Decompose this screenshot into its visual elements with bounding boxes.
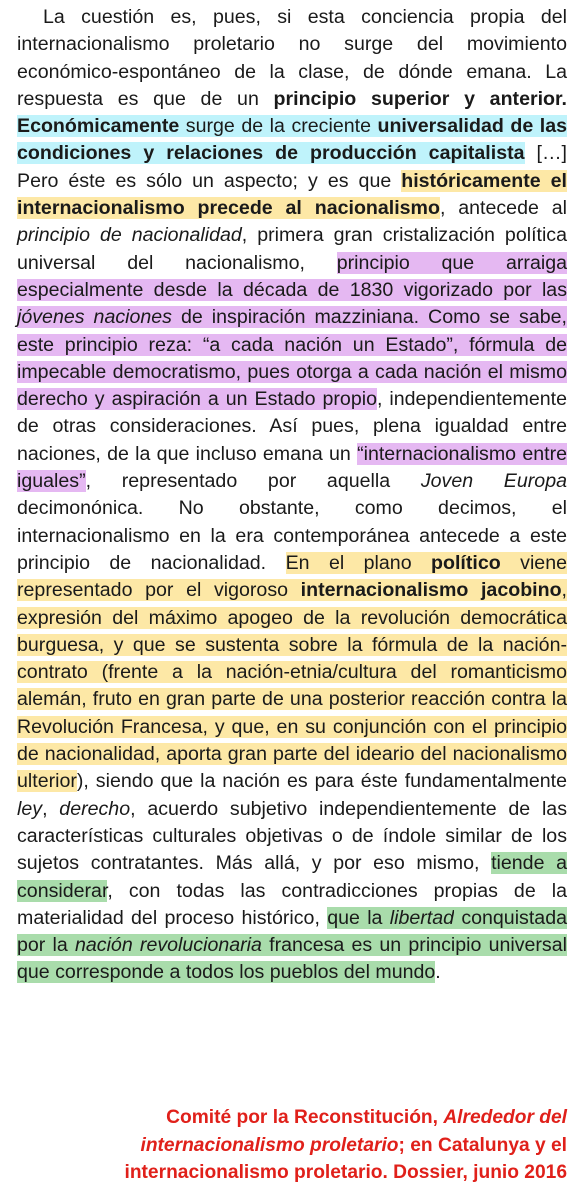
paragraph-text: ley	[17, 797, 43, 820]
paragraph-text: , con todas las contradicciones propias de la materialidad del proceso histórico,	[17, 879, 567, 929]
paragraph-text: , antecede al	[439, 197, 567, 220]
paragraph-text: ,	[42, 797, 60, 820]
paragraph-text: , representado por aquella	[85, 470, 421, 493]
paragraph-text: […] Pero éste es sólo un aspecto; y es que	[17, 142, 567, 192]
highlighted-text-yellow: , expresión del máximo apogeo de la revolución democrática burguesa, y que se sustenta sobre la fórmula de la nación-contrato (frente a la nación-etnia/cultura del romanticismo alemán, fruto en gran parte de una posterior reacción contra la Revolución Francesa, y que, en su conjunción con el principio de nacionalidad, aporta gran parte del ideario del nacionalismo ulterior	[17, 579, 567, 793]
highlighted-text-purple: de inspiración mazziniana. Como se sabe, este principio reza: “a cada nación un Estado”, fórmula de impecable democratismo, pues otorga a cada nación el mismo derecho y aspiración a un Estado propio	[17, 306, 567, 411]
highlighted-text-green: francesa es un principio universal que corresponde a todos los pueblos del mundo	[17, 934, 567, 984]
citation-work-title: Alrededor del internacionalismo proletario	[140, 1107, 567, 1156]
highlighted-text-cyan: surge de la creciente	[179, 115, 378, 138]
paragraph-text: La cuestión es, pues, si esta conciencia propia del internacionalismo proletario no surge del movimiento económico-espontáneo de la clase, de dónde emana. La respuesta es que de un	[17, 6, 567, 110]
paragraph-text: ), siendo que la nación es para éste fundamentalmente	[76, 770, 567, 793]
highlighted-text-purple: jóvenes naciones	[17, 306, 172, 329]
paragraph-text: Joven Europa	[420, 470, 567, 493]
highlighted-text-yellow: En el plano	[285, 551, 432, 574]
highlighted-text-cyan: universalidad de las condiciones y relaciones de producción capitalista	[17, 115, 567, 165]
citation-author: Comité por la Reconstitución,	[166, 1107, 444, 1128]
citation-source: ; en Catalunya y el internacionalismo proletario. Dossier, junio 2016	[124, 1134, 567, 1184]
quote-paragraph	[17, 4, 567, 987]
highlighted-text-green: nación revolucionaria	[74, 934, 262, 957]
highlighted-text-yellow: político	[431, 551, 501, 574]
paragraph-text: decimonónica. No obstante, como decimos, el internacionalismo en la era contemporánea antecede a este principio de nacionalidad.	[17, 497, 567, 574]
highlighted-text-yellow: históricamente el internacionalismo precede al nacionalismo	[17, 169, 567, 220]
highlighted-text-yellow: viene representado por el vigoroso	[17, 551, 567, 602]
highlighted-text-green: conquistada por la	[17, 906, 567, 957]
paragraph-text: , independientemente de otras consideraciones. Así pues, plena igualdad entre naciones, de la que incluso emana un	[17, 388, 567, 465]
highlighted-text-green: tiende a considerar	[17, 852, 567, 902]
highlighted-text-green: libertad	[389, 906, 455, 929]
paragraph-text: , primera gran cristalización política universal del nacionalismo,	[17, 224, 568, 274]
highlighted-text-purple: principio que arraiga especialmente desde la década de 1830 vigorizado por las	[17, 251, 567, 301]
highlighted-text-yellow: internacionalismo jacobino	[300, 579, 562, 602]
highlighted-text-purple: “internacionalismo entre iguales”	[17, 442, 567, 493]
paragraph-text: principio superior y anterior.	[273, 87, 567, 110]
paragraph-text: derecho	[59, 797, 131, 820]
highlighted-text-green: que la	[327, 906, 390, 929]
citation	[7, 1104, 567, 1187]
highlighted-text-cyan: Económicamente	[17, 115, 180, 138]
paragraph-text: .	[435, 961, 441, 984]
paragraph-text: principio de nacionalidad	[17, 224, 242, 247]
paragraph-text: , acuerdo subjetivo independientemente de las características culturales objetivas o de índole similar de los sujetos contratantes. Más allá, y por eso mismo,	[17, 797, 567, 875]
